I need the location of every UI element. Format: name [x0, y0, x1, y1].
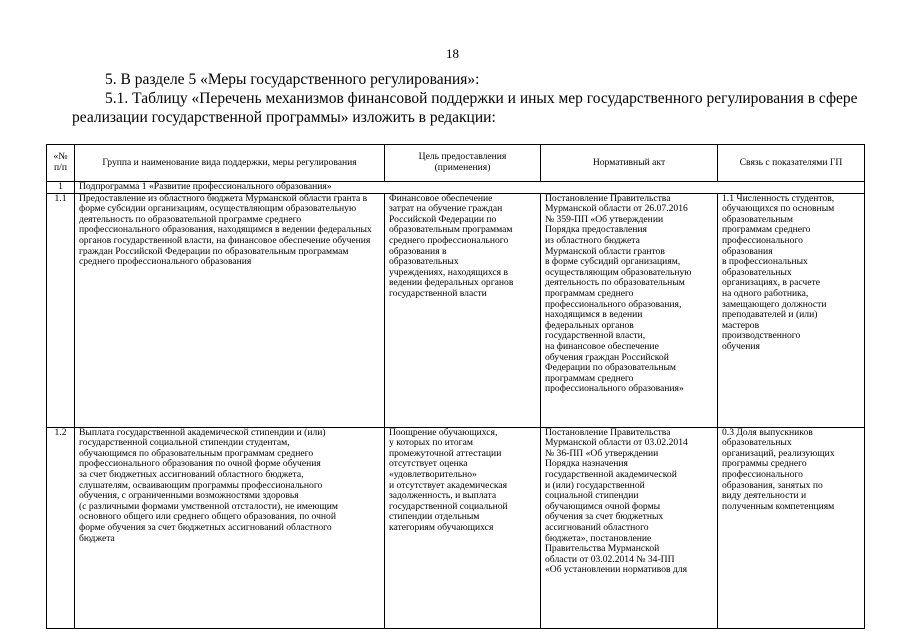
row-number: 1.2: [47, 427, 75, 628]
row-number: 1.1: [47, 193, 75, 427]
table-row: [47, 193, 865, 427]
header-goal: Цель предоставления (применения): [385, 145, 541, 182]
header-number: «№ п/п: [47, 145, 75, 182]
subprogram-title: Подпрограмма 1 «Развитие профессионального образования»: [75, 182, 865, 194]
table-instruction: 5.1. Таблицу «Перечень механизмов финансовой поддержки и иных мер государственного регулирования в сфере реализации государственной программы» изложить в редакции:: [72, 90, 858, 126]
section-heading: 5. В разделе 5 «Меры государственного регулирования»:: [105, 71, 480, 88]
header-act: Нормативный акт: [541, 145, 718, 182]
support-measures-table: [46, 144, 865, 629]
header-group: Группа и наименование вида поддержки, меры регулирования: [75, 145, 385, 182]
header-link: Связь с показателями ГП: [718, 145, 865, 182]
row-link: 1.1 Численность студентов, обучающихся по основным образовательным программам среднего профессионального образования в профессиональных образовательных организациях, в расчете на одного работника, замещающего должности преподавателей и (или) мастеров производственного обучения: [718, 193, 865, 427]
row-group: Выплата государственной академической стипендии и (или) государственной социальной стипендии студентам, обучающимся по образовательным программам среднего профессионального образования по очной форме обучения за счет бюджетных ассигнований областного бюджета, слушателям, осваивающим программы профессионального обучения, с ограниченными возможностями здоровья (с различными формами умственной отсталости), не имеющим основного общего или среднего общего образования, по очной форме обучения за счет бюджетных ассигнований областного бюджета: [75, 427, 385, 628]
table-row: [47, 427, 865, 628]
row-goal: Поощрение обучающихся, у которых по итогам промежуточной аттестации отсутствует оценка «удовлетворительно» и отсутствует академическая задолженность, и выплата государственной социальной стипендии отдельным категориям обучающихся: [385, 427, 541, 628]
table-header-row: [47, 145, 865, 182]
row-goal: Финансовое обеспечение затрат на обучение граждан Российской Федерации по образовательным программам среднего профессионального образования в образовательных учреждениях, находящихся в ведении федеральных органов государственной власти: [385, 193, 541, 427]
intro-text: [72, 70, 862, 127]
row-act: Постановление Правительства Мурманской области от 03.02.2014 № 36-ПП «Об утверждении Порядка назначения государственной академической и (или) государственной социальной стипендии обучающимся очной формы обучения за счет бюджетных ассигнований областного бюджета», постановление Правительства Мурманской области от 03.02.2014 № 34-ПП «Об установлении нормативов для: [541, 427, 718, 628]
subprogram-row: [47, 182, 865, 194]
subprogram-number: 1: [47, 182, 75, 194]
row-act: Постановление Правительства Мурманской области от 26.07.2016 № 359-ПП «Об утверждении Порядка предоставления из областного бюджета Мурманской области грантов в форме субсидий организациям, осуществляющим образовательную деятельность по образовательным программам среднего профессионального образования, находящимся в ведении федеральных органов государственной власти, на финансовое обеспечение обучения граждан Российской Федерации по образовательным программам среднего профессионального образования»: [541, 193, 718, 427]
page-number: 18: [446, 46, 459, 61]
row-link: 0.3 Доля выпускников образовательных организаций, реализующих программы среднего профессионального образования, занятых по виду деятельности и полученным компетенциям: [718, 427, 865, 628]
row-group: Предоставление из областного бюджета Мурманской области гранта в форме субсидии организациям, осуществляющим образовательную деятельность по образовательной программе среднего профессионального образования, находящимся в ведении федеральных органов государственной власти, на финансовое обеспечение обучения граждан Российской Федерации по образовательным программам среднего профессионального образования: [75, 193, 385, 427]
